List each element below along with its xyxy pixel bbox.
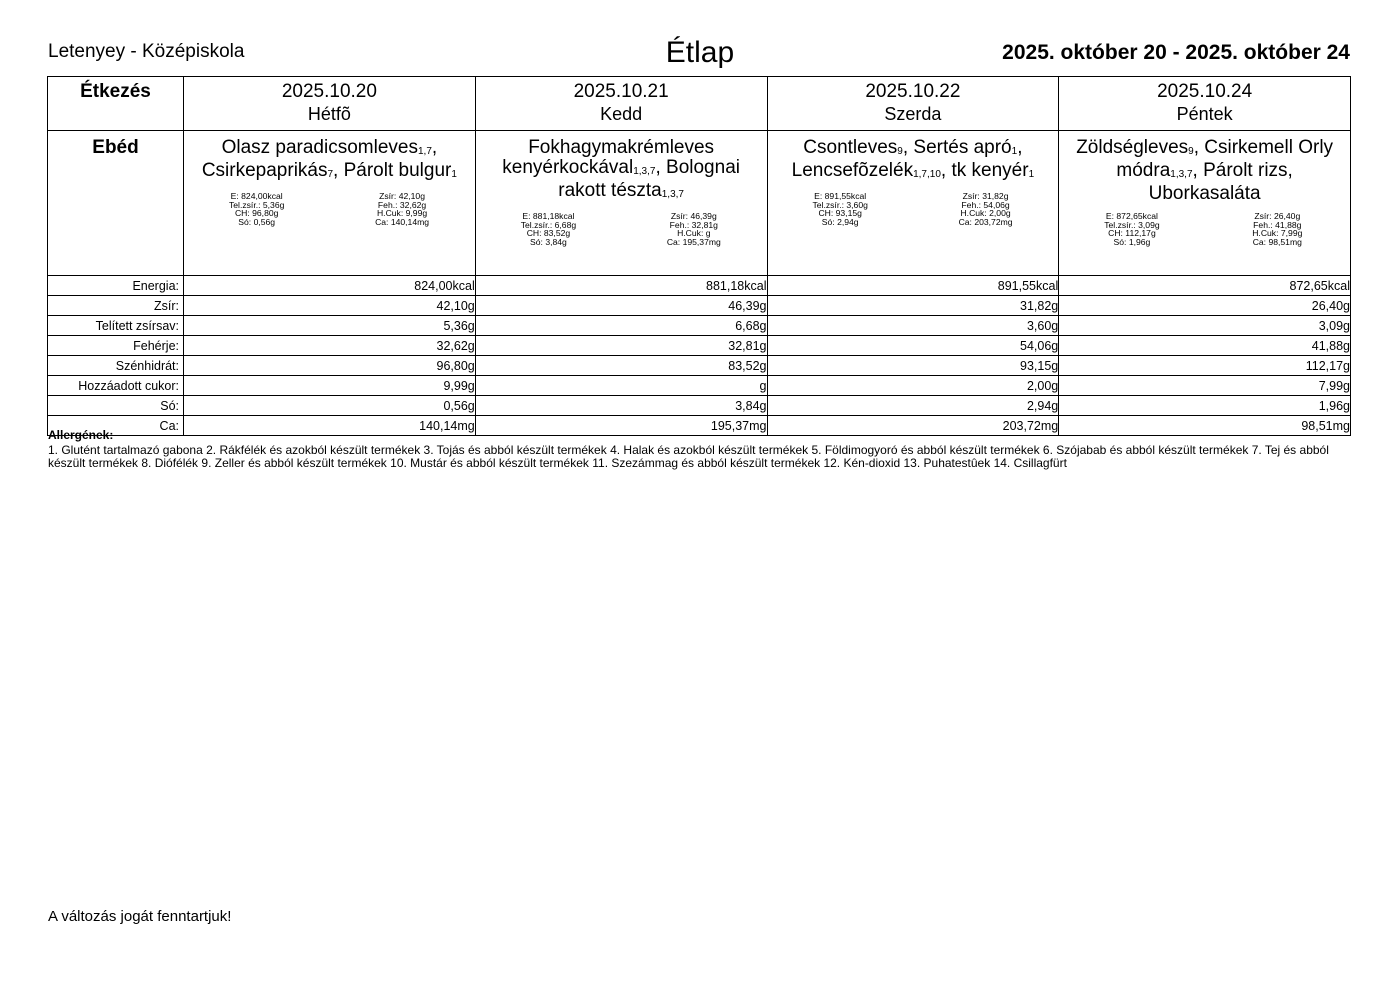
- nutrition-summary-line: CH: 93,15g: [818, 208, 862, 219]
- food-text: , Bolognai rakott tészta: [558, 157, 740, 201]
- nutrition-summary-line: Ca: 140,14mg: [375, 216, 430, 227]
- nutrient-value: 41,88g: [1059, 336, 1351, 356]
- nutrient-value: 6,68g: [475, 316, 767, 336]
- nutrient-value: 881,18kcal: [475, 276, 767, 296]
- nutrient-value: 54,06g: [767, 336, 1059, 356]
- allergens-title: Allergének:: [48, 428, 114, 442]
- food-text: , Lencsefõzelék: [791, 137, 1023, 181]
- nutrient-value: 112,17g: [1059, 356, 1351, 376]
- day-name: Szerda: [884, 104, 942, 124]
- nutrition-summary-line: Tel.zsír.: 3,09g: [1104, 219, 1160, 230]
- day-date: 2025.10.21: [573, 81, 669, 102]
- allergen-codes: 7: [327, 169, 334, 180]
- menu-table: [47, 76, 1351, 436]
- food-text: Zöldségleves: [1076, 137, 1189, 158]
- food-text: , tk kenyér: [940, 160, 1029, 181]
- nutrition-summary-column: [190, 192, 324, 226]
- nutrient-value: 9,99g: [184, 376, 476, 396]
- nutrient-value: 93,15g: [767, 356, 1059, 376]
- nutrient-label: Telített zsírsav:: [48, 316, 184, 336]
- nutrition-summary-line: Zsír: 42,10g: [379, 191, 425, 201]
- nutrition-summary-line: Feh.: 54,06g: [961, 199, 1010, 210]
- day-header: [1059, 77, 1351, 131]
- nutrition-summary-line: E: 891,55kcal: [814, 191, 867, 201]
- nutrition-summary-line: Ca: 98,51mg: [1252, 236, 1302, 247]
- nutrient-value: 31,82g: [767, 296, 1059, 316]
- nutrient-label: Só:: [48, 396, 184, 416]
- nutrition-summary-line: Zsír: 26,40g: [1254, 211, 1301, 221]
- nutrition-summary-line: Feh.: 32,62g: [377, 199, 427, 210]
- nutrient-value: 140,14mg: [184, 416, 476, 436]
- nutrition-summary-line: Zsír: 46,39g: [670, 211, 717, 221]
- nutrition-summary-line: Só: 1,96g: [1113, 236, 1151, 247]
- nutrient-value: 42,10g: [184, 296, 476, 316]
- nutrition-summary-line: CH: 83,52g: [526, 228, 571, 239]
- nutrition-summary-line: E: 872,65kcal: [1105, 211, 1158, 221]
- food-description: [1059, 131, 1350, 204]
- nutrition-summary-line: E: 881,18kcal: [522, 211, 575, 221]
- nutrient-label: Hozzáadott cukor:: [48, 376, 184, 396]
- food-description: [768, 131, 1059, 184]
- day-name: Hétfõ: [307, 104, 351, 124]
- nutrition-summary: [768, 192, 1059, 226]
- nutrient-value: 96,80g: [184, 356, 476, 376]
- nutrition-summary-line: H.Cuk: 7,99g: [1252, 228, 1303, 239]
- meal-cell: [184, 131, 476, 276]
- date-range: 2025. október 20 - 2025. október 24: [1002, 41, 1350, 64]
- nutrition-summary-column: [1065, 212, 1199, 246]
- food-text: , Csirkemell Orly módra: [1116, 137, 1334, 181]
- nutrition-summary-line: Tel.zsír.: 5,36g: [228, 199, 285, 210]
- nutrient-value: 83,52g: [475, 356, 767, 376]
- nutrition-summary-line: Feh.: 41,88g: [1253, 219, 1302, 230]
- nutrient-label: Zsír:: [48, 296, 184, 316]
- nutrition-summary-line: Só: 2,94g: [821, 216, 859, 227]
- nutrient-value: 1,96g: [1059, 396, 1351, 416]
- nutrient-value: 0,56g: [184, 396, 476, 416]
- day-date: 2025.10.20: [281, 81, 377, 102]
- nutrient-value: 195,37mg: [475, 416, 767, 436]
- nutrient-label: Ca:: [48, 416, 184, 436]
- allergen-codes: 1,3,7: [633, 166, 656, 177]
- nutrition-summary-column: [482, 212, 616, 246]
- day-header: [767, 77, 1059, 131]
- day-header: [475, 77, 767, 131]
- allergen-codes: 1: [1028, 169, 1035, 180]
- allergen-codes: 1,7: [417, 146, 432, 157]
- school-name: Letenyey - Középiskola: [48, 41, 245, 62]
- nutrient-value: 46,39g: [475, 296, 767, 316]
- nutrient-value: g: [475, 376, 767, 396]
- allergens-text: 1. Glutént tartalmazó gabona 2. Rákfélék és azokból készült termékek 3. Tojás és abból készült termékek 4. Halak és azokból készült termékek 5. Földimogyoró és abból készült termékek 6. Szójabab és abból készült termékek 7. Tej és abból készült termékek 8. Diófélék 9. Zeller és abból készült termékek 10. Mustár és abból készült termékek 11. Szezámmag és abból készült termékek 12. Kén-dioxid 13. Puhatestûek 14. Csillagfürt: [48, 443, 1329, 470]
- nutrition-summary-line: Ca: 203,72mg: [958, 216, 1013, 227]
- nutrition-summary-line: Tel.zsír.: 3,60g: [812, 199, 868, 210]
- food-text: Fokhagymakrémleves kenyérkockával: [502, 137, 715, 178]
- nutrition-summary-column: [627, 212, 761, 246]
- allergen-codes: 9: [897, 146, 903, 157]
- nutrition-summary: [476, 212, 767, 246]
- allergen-codes: 1: [1011, 146, 1018, 157]
- food-text: , Párolt rizs, Uborkasaláta: [1148, 160, 1293, 204]
- nutrient-value: 3,09g: [1059, 316, 1351, 336]
- nutrient-row: [48, 296, 1351, 316]
- nutrient-value: 32,81g: [475, 336, 767, 356]
- allergen-codes: 1,3,7: [1170, 169, 1193, 180]
- food-text: , Párolt bulgur: [333, 160, 452, 181]
- nutrient-value: 2,94g: [767, 396, 1059, 416]
- nutrient-value: 7,99g: [1059, 376, 1351, 396]
- nutrient-value: 824,00kcal: [184, 276, 476, 296]
- nutrition-summary-line: Tel.zsír.: 6,68g: [520, 219, 577, 230]
- nutrition-summary-column: [1210, 212, 1344, 246]
- nutrition-summary-line: Só: 0,56g: [238, 216, 276, 227]
- food-text: Csirkepaprikás: [201, 160, 328, 181]
- nutrient-value: 872,65kcal: [1059, 276, 1351, 296]
- page-title: Étlap: [665, 36, 735, 69]
- nutrition-summary: [184, 192, 475, 226]
- nutrient-value: 3,84g: [475, 396, 767, 416]
- food-description: [476, 131, 767, 204]
- nutrient-value: 5,36g: [184, 316, 476, 336]
- allergen-codes: 9: [1188, 146, 1194, 157]
- nutrition-summary: [1059, 212, 1350, 246]
- nutrition-summary-column: [335, 192, 469, 226]
- nutrient-value: 98,51mg: [1059, 416, 1351, 436]
- nutrition-summary-line: H.Cuk: g: [677, 228, 711, 239]
- day-name: Kedd: [600, 104, 643, 124]
- nutrition-summary-line: H.Cuk: 9,99g: [376, 208, 428, 219]
- nutrient-row: [48, 316, 1351, 336]
- day-date: 2025.10.22: [865, 81, 961, 102]
- nutrient-label: Fehérje:: [48, 336, 184, 356]
- nutrient-value: 891,55kcal: [767, 276, 1059, 296]
- nutrient-label: Szénhidrát:: [48, 356, 184, 376]
- nutrition-summary-column: [919, 192, 1053, 226]
- food-description: [184, 131, 475, 184]
- allergen-codes: 1,3,7: [661, 189, 684, 200]
- nutrient-row: [48, 336, 1351, 356]
- day-date: 2025.10.24: [1157, 81, 1253, 102]
- nutrient-value: 26,40g: [1059, 296, 1351, 316]
- allergen-codes: 1,7,10: [913, 169, 941, 180]
- nutrition-summary-line: CH: 112,17g: [1108, 228, 1156, 239]
- meal-cell: [475, 131, 767, 276]
- food-text: , Sertés apró: [902, 137, 1012, 158]
- nutrition-summary-line: Feh.: 32,81g: [669, 219, 718, 230]
- nutrition-summary-line: Zsír: 31,82g: [962, 191, 1009, 201]
- food-text: ,: [431, 137, 438, 158]
- day-header: [184, 77, 476, 131]
- footer-note: A változás jogát fenntartjuk!: [48, 908, 232, 925]
- nutrient-value: 32,62g: [184, 336, 476, 356]
- meal-cell: [1059, 131, 1351, 276]
- nutrient-row: [48, 396, 1351, 416]
- day-name: Péntek: [1176, 104, 1233, 124]
- nutrition-summary-column: [773, 192, 907, 226]
- nutrient-row: [48, 276, 1351, 296]
- allergen-codes: 1: [451, 169, 457, 180]
- nutrition-summary-line: CH: 96,80g: [234, 208, 279, 219]
- nutrient-row: [48, 376, 1351, 396]
- nutrient-row: [48, 356, 1351, 376]
- nutrient-value: 2,00g: [767, 376, 1059, 396]
- meal-label: Ebéd: [48, 131, 184, 276]
- food-text: Olasz paradicsomleves: [221, 137, 418, 158]
- food-text: Csontleves: [803, 137, 898, 158]
- nutrition-summary-line: E: 824,00kcal: [230, 191, 283, 201]
- nutrition-summary-line: Só: 3,84g: [530, 236, 567, 247]
- etkezes-header: Étkezés: [48, 77, 184, 131]
- nutrient-label: Energia:: [48, 276, 184, 296]
- nutrient-value: 3,60g: [767, 316, 1059, 336]
- nutrition-summary-line: Ca: 195,37mg: [666, 236, 721, 247]
- meal-cell: [767, 131, 1059, 276]
- nutrition-summary-line: H.Cuk: 2,00g: [960, 208, 1011, 219]
- nutrient-value: 203,72mg: [767, 416, 1059, 436]
- nutrient-row: [48, 416, 1351, 436]
